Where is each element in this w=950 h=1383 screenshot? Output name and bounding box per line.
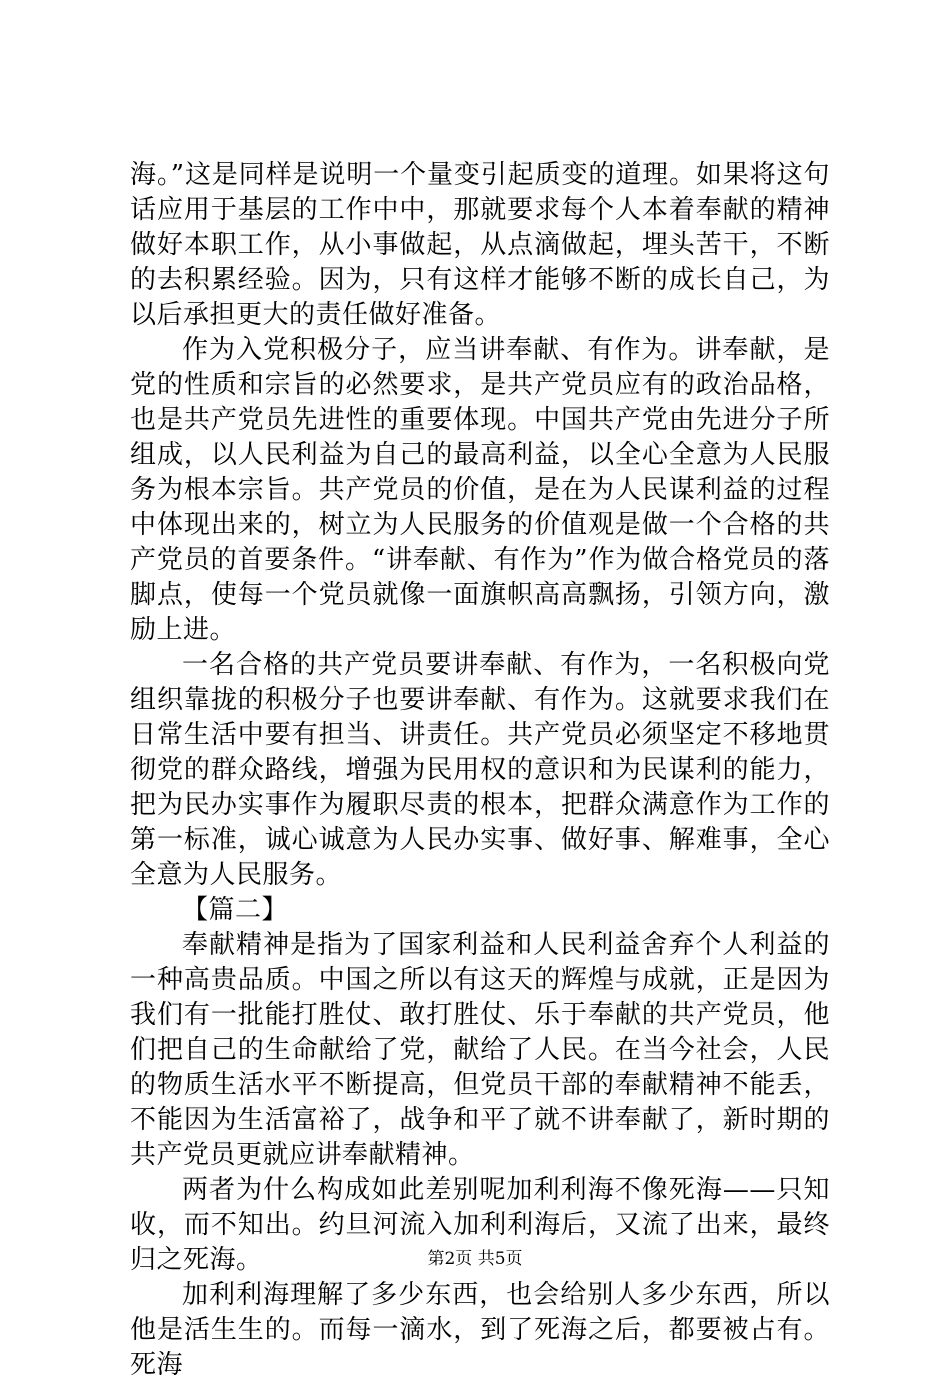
document-body [130, 158, 830, 1383]
paragraph: 一名合格的共产党员要讲奉献、有作为，一名积极向党组织靠拢的积极分子也要讲奉献、有作为。这就要求我们在日常生活中要有担当、讲责任。共产党员必须坚定不移地贯彻党的群众路线，增强为民用权的意识和为民谋利的能力，把为民办实事作为履职尽责的根本，把群众满意作为工作的第一标准，诚心诚意为人民办实事、做好事、解难事，全心全意为人民服务。 [130, 650, 830, 890]
paragraph-continued: 海。”这是同样是说明一个量变引起质变的道理。如果将这句话应用于基层的工作中中，那就要求每个人本着奉献的精神做好本职工作，从小事做起，从点滴做起，埋头苦干，不断的去积累经验。因为，只有这样才能够不断的成长自己，为以后承担更大的责任做好准备。 [130, 160, 830, 330]
page-footer: 第2页 共5页 [427, 1249, 523, 1269]
paragraph: 奉献精神是指为了国家利益和人民利益舍弃个人利益的一种高贵品质。中国之所以有这天的辉煌与成就，正是因为我们有一批能打胜仗、敢打胜仗、乐于奉献的共产党员，他们把自己的生命献给了党，献给了人民。在当今社会，人民的物质生活水平不断提高，但党员干部的奉献精神不能丢，不能因为生活富裕了，战争和平了就不讲奉献了，新时期的共产党员更就应讲奉献精神。 [130, 930, 830, 1170]
paragraph: 两者为什么构成如此差别呢加利利海不像死海——只知收，而不知出。约旦河流入加利利海后，又流了出来，最终归之死海。 [130, 1175, 830, 1275]
paragraph: 加利利海理解了多少东西，也会给别人多少东西，所以他是活生生的。而每一滴水，到了死海之后，都要被占有。死海 [130, 1280, 830, 1380]
paragraph: 作为入党积极分子，应当讲奉献、有作为。讲奉献，是党的性质和宗旨的必然要求，是共产党员应有的政治品格，也是共产党员先进性的重要体现。中国共产党由先进分子所组成，以人民利益为自己的最高利益，以全心全意为人民服务为根本宗旨。共产党员的价值，是在为人民谋利益的过程中体现出来的，树立为人民服务的价值观是做一个合格的共产党员的首要条件。“讲奉献、有作为”作为做合格党员的落脚点，使每一个党员就像一面旗帜高高飘扬，引领方向，激励上进。 [130, 335, 830, 645]
section-heading: 【篇二】 [182, 895, 289, 925]
